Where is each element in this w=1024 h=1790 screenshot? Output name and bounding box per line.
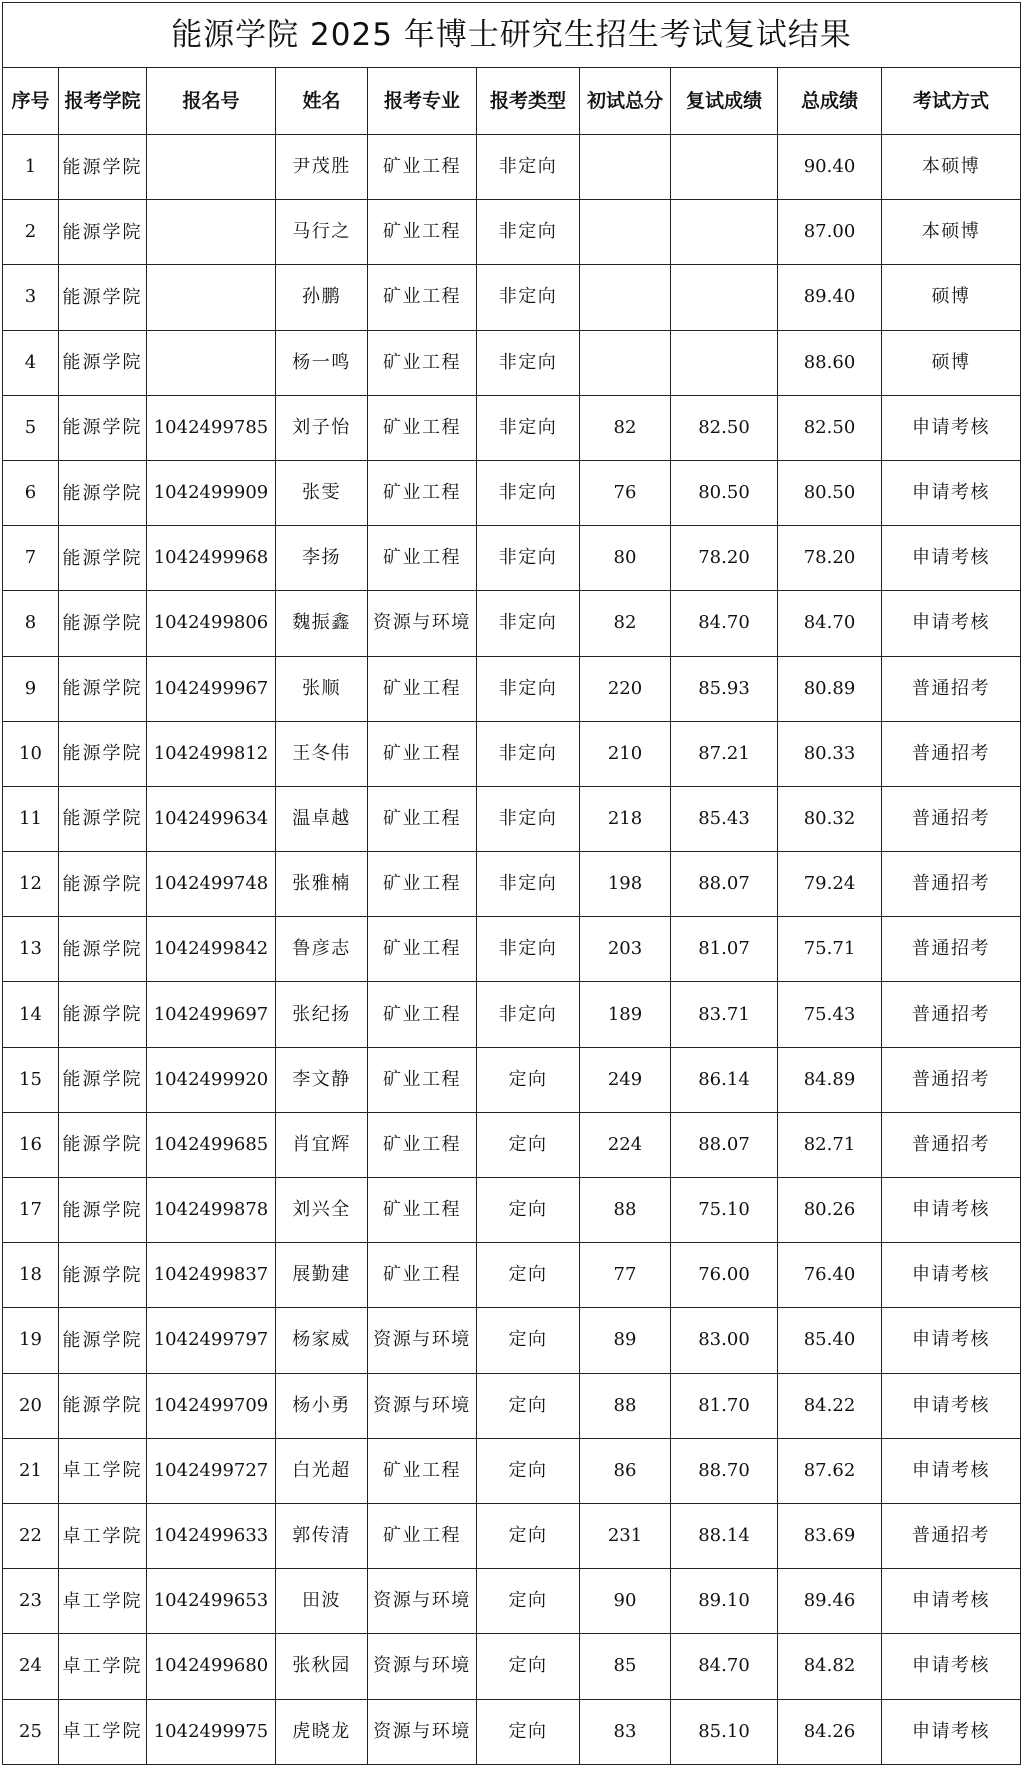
table-row xyxy=(3,1373,1021,1438)
cell-retest: 81.70 xyxy=(671,1373,778,1438)
cell-type: 定向 xyxy=(477,1503,580,1568)
col-header-name: 姓名 xyxy=(276,68,368,135)
cell-major: 矿业工程 xyxy=(368,395,477,460)
cell-name: 张顺 xyxy=(276,656,368,721)
cell-retest xyxy=(671,135,778,200)
cell-reg: 1042499653 xyxy=(147,1569,276,1634)
cell-college: 能源学院 xyxy=(59,135,147,200)
table-row xyxy=(3,1503,1021,1568)
col-header-mode: 考试方式 xyxy=(882,68,1021,135)
cell-name: 张纪扬 xyxy=(276,982,368,1047)
cell-mode: 申请考核 xyxy=(882,1634,1021,1699)
cell-no: 11 xyxy=(3,786,59,851)
cell-type: 非定向 xyxy=(477,460,580,525)
cell-college: 能源学院 xyxy=(59,460,147,525)
cell-major: 矿业工程 xyxy=(368,786,477,851)
cell-mode: 申请考核 xyxy=(882,1178,1021,1243)
cell-prelim: 89 xyxy=(580,1308,671,1373)
table-row xyxy=(3,852,1021,917)
cell-name: 虎晓龙 xyxy=(276,1699,368,1764)
cell-major: 矿业工程 xyxy=(368,1438,477,1503)
cell-total: 83.69 xyxy=(778,1503,882,1568)
col-header-type: 报考类型 xyxy=(477,68,580,135)
cell-retest: 87.21 xyxy=(671,721,778,786)
cell-retest: 75.10 xyxy=(671,1178,778,1243)
cell-name: 展勤建 xyxy=(276,1243,368,1308)
cell-total: 84.70 xyxy=(778,591,882,656)
cell-total: 80.50 xyxy=(778,460,882,525)
cell-retest: 89.10 xyxy=(671,1569,778,1634)
cell-college: 能源学院 xyxy=(59,1373,147,1438)
cell-mode: 申请考核 xyxy=(882,1438,1021,1503)
cell-retest xyxy=(671,200,778,265)
cell-college: 卓工学院 xyxy=(59,1634,147,1699)
cell-name: 刘子怡 xyxy=(276,395,368,460)
cell-prelim: 189 xyxy=(580,982,671,1047)
cell-total: 80.32 xyxy=(778,786,882,851)
table-row xyxy=(3,395,1021,460)
cell-type: 非定向 xyxy=(477,395,580,460)
cell-reg xyxy=(147,200,276,265)
cell-type: 定向 xyxy=(477,1178,580,1243)
table-row xyxy=(3,1243,1021,1308)
table-row xyxy=(3,1178,1021,1243)
cell-college: 能源学院 xyxy=(59,330,147,395)
cell-retest: 80.50 xyxy=(671,460,778,525)
cell-reg: 1042499909 xyxy=(147,460,276,525)
cell-total: 84.26 xyxy=(778,1699,882,1764)
cell-mode: 申请考核 xyxy=(882,1243,1021,1308)
cell-mode: 申请考核 xyxy=(882,591,1021,656)
cell-prelim: 88 xyxy=(580,1178,671,1243)
cell-major: 矿业工程 xyxy=(368,1047,477,1112)
cell-no: 2 xyxy=(3,200,59,265)
table-row xyxy=(3,200,1021,265)
cell-no: 23 xyxy=(3,1569,59,1634)
table-row xyxy=(3,265,1021,330)
results-sheet xyxy=(2,2,1020,1765)
cell-reg: 1042499806 xyxy=(147,591,276,656)
cell-reg xyxy=(147,330,276,395)
cell-name: 马行之 xyxy=(276,200,368,265)
cell-name: 白光超 xyxy=(276,1438,368,1503)
cell-type: 非定向 xyxy=(477,265,580,330)
cell-prelim: 218 xyxy=(580,786,671,851)
cell-reg: 1042499975 xyxy=(147,1699,276,1764)
cell-reg: 1042499709 xyxy=(147,1373,276,1438)
table-row xyxy=(3,135,1021,200)
cell-type: 非定向 xyxy=(477,526,580,591)
cell-prelim: 198 xyxy=(580,852,671,917)
table-row xyxy=(3,1569,1021,1634)
cell-prelim xyxy=(580,330,671,395)
cell-reg: 1042499797 xyxy=(147,1308,276,1373)
table-row xyxy=(3,591,1021,656)
cell-major: 资源与环境 xyxy=(368,1699,477,1764)
cell-total: 80.33 xyxy=(778,721,882,786)
cell-type: 非定向 xyxy=(477,200,580,265)
cell-college: 能源学院 xyxy=(59,721,147,786)
table-row xyxy=(3,786,1021,851)
cell-reg: 1042499842 xyxy=(147,917,276,982)
cell-reg: 1042499634 xyxy=(147,786,276,851)
cell-no: 17 xyxy=(3,1178,59,1243)
cell-major: 矿业工程 xyxy=(368,852,477,917)
cell-name: 肖宜辉 xyxy=(276,1112,368,1177)
cell-no: 16 xyxy=(3,1112,59,1177)
cell-total: 89.46 xyxy=(778,1569,882,1634)
cell-total: 84.82 xyxy=(778,1634,882,1699)
cell-total: 78.20 xyxy=(778,526,882,591)
cell-total: 80.26 xyxy=(778,1178,882,1243)
cell-college: 能源学院 xyxy=(59,982,147,1047)
cell-name: 郭传清 xyxy=(276,1503,368,1568)
cell-total: 75.71 xyxy=(778,917,882,982)
cell-type: 定向 xyxy=(477,1047,580,1112)
cell-reg: 1042499633 xyxy=(147,1503,276,1568)
cell-total: 90.40 xyxy=(778,135,882,200)
cell-retest: 76.00 xyxy=(671,1243,778,1308)
cell-reg: 1042499685 xyxy=(147,1112,276,1177)
cell-no: 18 xyxy=(3,1243,59,1308)
cell-no: 6 xyxy=(3,460,59,525)
cell-college: 能源学院 xyxy=(59,265,147,330)
cell-type: 定向 xyxy=(477,1634,580,1699)
cell-type: 非定向 xyxy=(477,852,580,917)
cell-prelim: 210 xyxy=(580,721,671,786)
cell-name: 王冬伟 xyxy=(276,721,368,786)
cell-reg: 1042499967 xyxy=(147,656,276,721)
cell-prelim xyxy=(580,265,671,330)
cell-no: 10 xyxy=(3,721,59,786)
cell-prelim: 83 xyxy=(580,1699,671,1764)
cell-college: 卓工学院 xyxy=(59,1503,147,1568)
cell-type: 非定向 xyxy=(477,917,580,982)
cell-type: 非定向 xyxy=(477,656,580,721)
cell-no: 19 xyxy=(3,1308,59,1373)
cell-major: 矿业工程 xyxy=(368,656,477,721)
cell-prelim: 220 xyxy=(580,656,671,721)
cell-type: 非定向 xyxy=(477,591,580,656)
cell-prelim xyxy=(580,135,671,200)
results-table xyxy=(2,2,1021,1765)
cell-mode: 申请考核 xyxy=(882,1699,1021,1764)
cell-retest xyxy=(671,330,778,395)
cell-name: 刘兴全 xyxy=(276,1178,368,1243)
table-row xyxy=(3,1699,1021,1764)
cell-total: 85.40 xyxy=(778,1308,882,1373)
cell-major: 矿业工程 xyxy=(368,460,477,525)
cell-prelim: 82 xyxy=(580,395,671,460)
table-row xyxy=(3,460,1021,525)
cell-type: 定向 xyxy=(477,1438,580,1503)
cell-no: 7 xyxy=(3,526,59,591)
cell-prelim: 82 xyxy=(580,591,671,656)
table-row xyxy=(3,526,1021,591)
cell-mode: 本硕博 xyxy=(882,200,1021,265)
cell-reg: 1042499748 xyxy=(147,852,276,917)
cell-mode: 普通招考 xyxy=(882,1503,1021,1568)
cell-name: 魏振鑫 xyxy=(276,591,368,656)
cell-college: 卓工学院 xyxy=(59,1569,147,1634)
cell-total: 76.40 xyxy=(778,1243,882,1308)
cell-retest: 85.10 xyxy=(671,1699,778,1764)
cell-no: 20 xyxy=(3,1373,59,1438)
cell-retest: 88.70 xyxy=(671,1438,778,1503)
cell-college: 能源学院 xyxy=(59,1047,147,1112)
cell-mode: 普通招考 xyxy=(882,917,1021,982)
cell-college: 卓工学院 xyxy=(59,1699,147,1764)
cell-college: 能源学院 xyxy=(59,656,147,721)
cell-retest: 85.93 xyxy=(671,656,778,721)
col-header-prelim: 初试总分 xyxy=(580,68,671,135)
table-row xyxy=(3,721,1021,786)
cell-total: 80.89 xyxy=(778,656,882,721)
cell-reg: 1042499680 xyxy=(147,1634,276,1699)
cell-name: 尹茂胜 xyxy=(276,135,368,200)
cell-mode: 本硕博 xyxy=(882,135,1021,200)
cell-name: 张秋园 xyxy=(276,1634,368,1699)
cell-no: 22 xyxy=(3,1503,59,1568)
cell-major: 矿业工程 xyxy=(368,200,477,265)
cell-reg: 1042499968 xyxy=(147,526,276,591)
cell-retest: 88.14 xyxy=(671,1503,778,1568)
cell-major: 矿业工程 xyxy=(368,721,477,786)
table-row xyxy=(3,1634,1021,1699)
cell-no: 3 xyxy=(3,265,59,330)
cell-type: 定向 xyxy=(477,1373,580,1438)
cell-reg: 1042499727 xyxy=(147,1438,276,1503)
table-row xyxy=(3,330,1021,395)
cell-major: 资源与环境 xyxy=(368,1634,477,1699)
cell-mode: 普通招考 xyxy=(882,1047,1021,1112)
cell-college: 能源学院 xyxy=(59,200,147,265)
cell-major: 资源与环境 xyxy=(368,1373,477,1438)
cell-no: 25 xyxy=(3,1699,59,1764)
cell-no: 9 xyxy=(3,656,59,721)
cell-retest: 78.20 xyxy=(671,526,778,591)
cell-major: 矿业工程 xyxy=(368,526,477,591)
cell-retest: 83.71 xyxy=(671,982,778,1047)
cell-mode: 普通招考 xyxy=(882,1112,1021,1177)
col-header-major: 报考专业 xyxy=(368,68,477,135)
cell-major: 矿业工程 xyxy=(368,982,477,1047)
cell-prelim: 249 xyxy=(580,1047,671,1112)
cell-total: 87.00 xyxy=(778,200,882,265)
table-row xyxy=(3,1308,1021,1373)
cell-total: 89.40 xyxy=(778,265,882,330)
cell-type: 定向 xyxy=(477,1569,580,1634)
cell-mode: 普通招考 xyxy=(882,721,1021,786)
cell-total: 87.62 xyxy=(778,1438,882,1503)
cell-major: 资源与环境 xyxy=(368,591,477,656)
cell-name: 张雯 xyxy=(276,460,368,525)
cell-college: 能源学院 xyxy=(59,786,147,851)
cell-prelim xyxy=(580,200,671,265)
cell-name: 杨小勇 xyxy=(276,1373,368,1438)
header-row xyxy=(3,68,1021,135)
cell-prelim: 203 xyxy=(580,917,671,982)
cell-prelim: 85 xyxy=(580,1634,671,1699)
cell-college: 能源学院 xyxy=(59,591,147,656)
cell-total: 84.22 xyxy=(778,1373,882,1438)
cell-retest: 84.70 xyxy=(671,591,778,656)
cell-total: 75.43 xyxy=(778,982,882,1047)
cell-reg xyxy=(147,135,276,200)
cell-retest: 88.07 xyxy=(671,852,778,917)
cell-type: 定向 xyxy=(477,1243,580,1308)
cell-no: 1 xyxy=(3,135,59,200)
cell-mode: 申请考核 xyxy=(882,526,1021,591)
cell-total: 79.24 xyxy=(778,852,882,917)
col-header-no: 序号 xyxy=(3,68,59,135)
cell-name: 鲁彦志 xyxy=(276,917,368,982)
col-header-reg: 报名号 xyxy=(147,68,276,135)
cell-total: 82.71 xyxy=(778,1112,882,1177)
cell-reg: 1042499697 xyxy=(147,982,276,1047)
cell-type: 非定向 xyxy=(477,135,580,200)
cell-type: 定向 xyxy=(477,1308,580,1373)
cell-college: 能源学院 xyxy=(59,395,147,460)
cell-type: 非定向 xyxy=(477,786,580,851)
cell-retest: 83.00 xyxy=(671,1308,778,1373)
cell-mode: 申请考核 xyxy=(882,395,1021,460)
cell-mode: 申请考核 xyxy=(882,1308,1021,1373)
table-body xyxy=(3,135,1021,1765)
page-title: 能源学院 2025 年博士研究生招生考试复试结果 xyxy=(2,2,1021,67)
table-row xyxy=(3,1438,1021,1503)
cell-mode: 硕博 xyxy=(882,265,1021,330)
cell-mode: 硕博 xyxy=(882,330,1021,395)
cell-major: 矿业工程 xyxy=(368,265,477,330)
cell-major: 资源与环境 xyxy=(368,1569,477,1634)
table-row xyxy=(3,1112,1021,1177)
cell-college: 能源学院 xyxy=(59,1112,147,1177)
cell-mode: 普通招考 xyxy=(882,852,1021,917)
cell-prelim: 88 xyxy=(580,1373,671,1438)
cell-reg: 1042499878 xyxy=(147,1178,276,1243)
cell-name: 田波 xyxy=(276,1569,368,1634)
cell-major: 矿业工程 xyxy=(368,330,477,395)
cell-no: 4 xyxy=(3,330,59,395)
cell-major: 资源与环境 xyxy=(368,1308,477,1373)
cell-name: 李扬 xyxy=(276,526,368,591)
cell-retest: 81.07 xyxy=(671,917,778,982)
cell-reg: 1042499920 xyxy=(147,1047,276,1112)
cell-name: 杨一鸣 xyxy=(276,330,368,395)
cell-retest xyxy=(671,265,778,330)
cell-type: 非定向 xyxy=(477,982,580,1047)
cell-no: 21 xyxy=(3,1438,59,1503)
cell-prelim: 80 xyxy=(580,526,671,591)
cell-college: 能源学院 xyxy=(59,1243,147,1308)
cell-mode: 普通招考 xyxy=(882,982,1021,1047)
cell-major: 矿业工程 xyxy=(368,917,477,982)
cell-prelim: 231 xyxy=(580,1503,671,1568)
cell-retest: 82.50 xyxy=(671,395,778,460)
table-row xyxy=(3,982,1021,1047)
cell-name: 孙鹏 xyxy=(276,265,368,330)
cell-total: 82.50 xyxy=(778,395,882,460)
cell-major: 矿业工程 xyxy=(368,1503,477,1568)
cell-college: 能源学院 xyxy=(59,526,147,591)
cell-no: 8 xyxy=(3,591,59,656)
cell-prelim: 86 xyxy=(580,1438,671,1503)
cell-type: 定向 xyxy=(477,1699,580,1764)
cell-total: 88.60 xyxy=(778,330,882,395)
cell-retest: 88.07 xyxy=(671,1112,778,1177)
table-row xyxy=(3,656,1021,721)
cell-no: 15 xyxy=(3,1047,59,1112)
cell-name: 温卓越 xyxy=(276,786,368,851)
cell-college: 能源学院 xyxy=(59,1178,147,1243)
table-row xyxy=(3,1047,1021,1112)
cell-reg: 1042499785 xyxy=(147,395,276,460)
cell-mode: 普通招考 xyxy=(882,786,1021,851)
cell-college: 能源学院 xyxy=(59,852,147,917)
col-header-total: 总成绩 xyxy=(778,68,882,135)
cell-college: 能源学院 xyxy=(59,1308,147,1373)
cell-major: 矿业工程 xyxy=(368,1178,477,1243)
cell-no: 13 xyxy=(3,917,59,982)
cell-no: 5 xyxy=(3,395,59,460)
cell-mode: 申请考核 xyxy=(882,1373,1021,1438)
cell-prelim: 224 xyxy=(580,1112,671,1177)
cell-prelim: 77 xyxy=(580,1243,671,1308)
cell-total: 84.89 xyxy=(778,1047,882,1112)
cell-no: 14 xyxy=(3,982,59,1047)
cell-name: 张雅楠 xyxy=(276,852,368,917)
cell-prelim: 76 xyxy=(580,460,671,525)
cell-major: 矿业工程 xyxy=(368,135,477,200)
cell-mode: 申请考核 xyxy=(882,460,1021,525)
cell-college: 卓工学院 xyxy=(59,1438,147,1503)
col-header-college: 报考学院 xyxy=(59,68,147,135)
cell-mode: 普通招考 xyxy=(882,656,1021,721)
cell-reg: 1042499837 xyxy=(147,1243,276,1308)
cell-name: 杨家威 xyxy=(276,1308,368,1373)
col-header-retest: 复试成绩 xyxy=(671,68,778,135)
cell-type: 非定向 xyxy=(477,330,580,395)
cell-type: 非定向 xyxy=(477,721,580,786)
cell-no: 24 xyxy=(3,1634,59,1699)
table-row xyxy=(3,917,1021,982)
cell-prelim: 90 xyxy=(580,1569,671,1634)
cell-retest: 85.43 xyxy=(671,786,778,851)
cell-retest: 84.70 xyxy=(671,1634,778,1699)
cell-mode: 申请考核 xyxy=(882,1569,1021,1634)
cell-reg xyxy=(147,265,276,330)
cell-name: 李文静 xyxy=(276,1047,368,1112)
cell-retest: 86.14 xyxy=(671,1047,778,1112)
cell-no: 12 xyxy=(3,852,59,917)
cell-major: 矿业工程 xyxy=(368,1112,477,1177)
cell-type: 定向 xyxy=(477,1112,580,1177)
cell-major: 矿业工程 xyxy=(368,1243,477,1308)
cell-reg: 1042499812 xyxy=(147,721,276,786)
cell-college: 能源学院 xyxy=(59,917,147,982)
